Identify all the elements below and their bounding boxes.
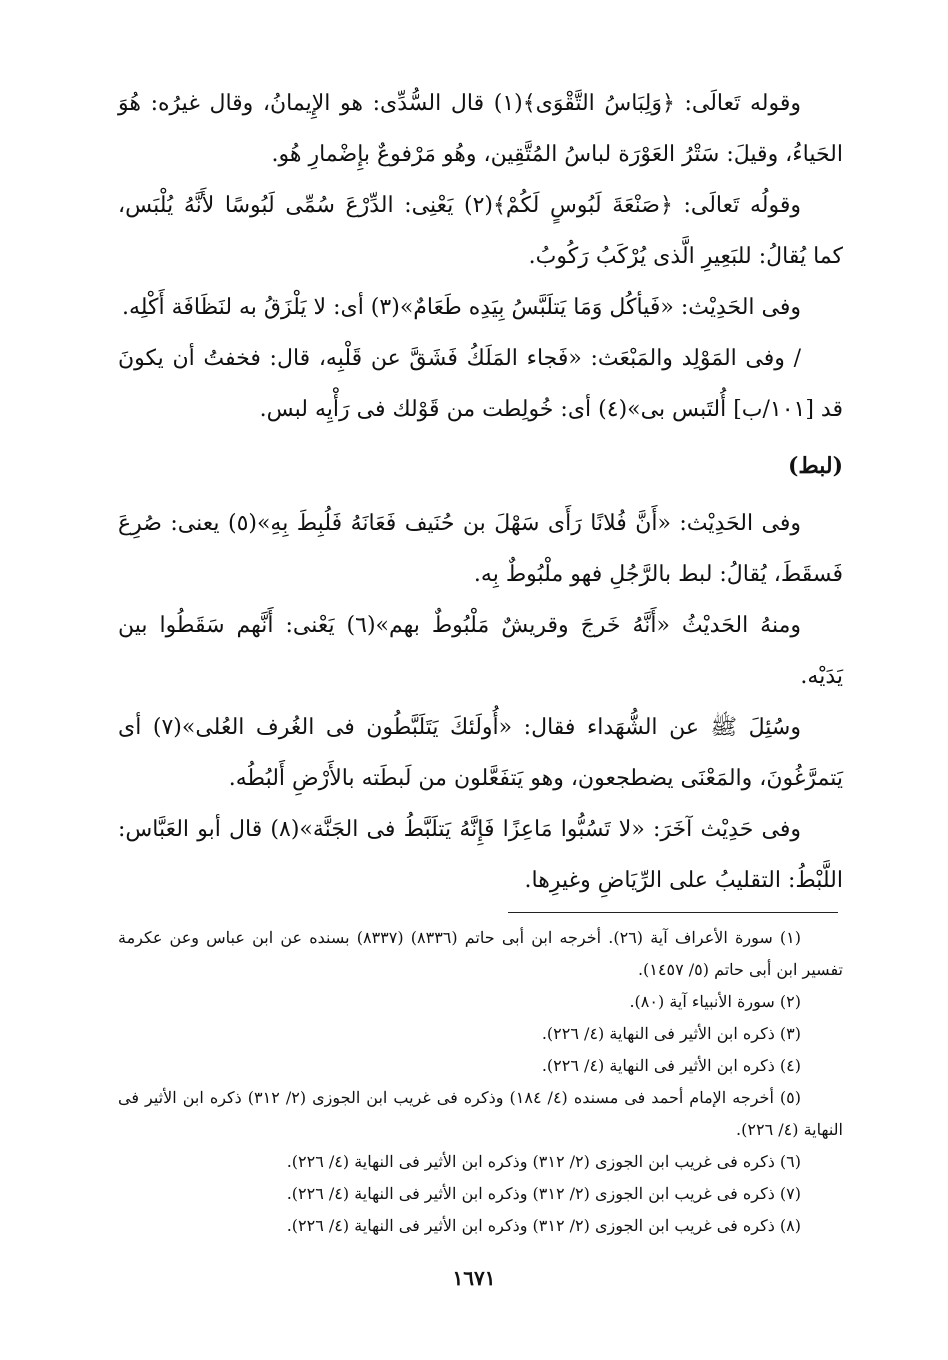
paragraph: وفى الحَدِيْث: «فَيأكُل وَمَا يَتلَبَّسُ بِيَدِه طَعَامٌ»(٣) أى: لا يَلْزَقُ به لنَظَافَة أَكْلِه. [121, 295, 801, 320]
footnote-separator [508, 912, 838, 913]
paragraph: وفى حَدِيْث آخَرَ: «لا تَسُبُّوا مَاعِزًا فَإِنَّهُ يَتلَبَّطُ فى الجَنَّة»(٨) قال أبو العَبَّاس: اللَّبْطُ: التقليبُ على الرِّيَاضِ وغيرِها. [118, 817, 843, 893]
footnote: (١) سورة الأعراف آية (٢٦). أخرجه ابن أبى حاتم (٨٣٣٦) (٨٣٣٧) بسنده عن ابن عباس وعن عكرمة تفسير ابن أبى حاتم (٥/ ١٤٥٧). [118, 928, 843, 979]
section-heading: (لبط) [787, 453, 843, 479]
footnotes [118, 922, 843, 1242]
footnote: (٥) أخرجه الإمام أحمد فى مسنده (٤/ ١٨٤) وذكره فى غريب ابن الجوزى (٢/ ٣١٢) ذكره ابن الأثير فى النهاية (٤/ ٢٢٦). [118, 1088, 843, 1139]
page-number: ١٦٧١ [452, 1266, 496, 1290]
footnote: (٣) ذكره ابن الأثير فى النهاية (٤/ ٢٢٦). [541, 1024, 801, 1043]
paragraph: / وفى المَوْلِد والمَبْعَث: «فَجاء المَلَكُ فَشَقَّ عن قَلْبِه، قال: فخفتُ أن يكونَ قد [١٠١/ب] أُلتَبس بى»(٤) أى: خُولِطت من قَوْلك فى رَأْيِه لبس. [118, 346, 843, 422]
footnote: (٦) ذكره فى غريب ابن الجوزى (٢/ ٣١٢) وذكره ابن الأثير فى النهاية (٤/ ٢٢٦). [286, 1152, 801, 1171]
main-text [118, 78, 843, 906]
paragraph: وقولُه تَعالَى: ﴿صَنْعَةَ لَبُوسٍ لَكُمْ﴾(٢) يَعْنِى: الدِّرْعَ سُمِّى لَبُوسًا لأَنَّهُ يُلْبَس، كما يُقالُ: للبَعِيرِ الَّذى يُرْكَبُ رَكُوبُ. [118, 193, 843, 269]
paragraph: وفى الحَدِيْث: «أَنَّ فُلانًا رَأَى سَهْلَ بن حُنَيف فَعَانَهُ فَلُبِطَ بِهِ»(٥) يعنى: صُرِعَ فَسقَطَ، يُقالُ: لبط بالرَّجُلِ فهو ملْبُوطٌ بِه. [118, 511, 843, 587]
paragraph: ومنهُ الحَديْثُ «أَنَّهُ خَرجَ وقريشٌ مَلْبُوطٌ بهم»(٦) يَعْنى: أَنَّهم سَقَطُوا بين يَدَيْه. [118, 613, 843, 689]
footnote: (٤) ذكره ابن الأثير فى النهاية (٤/ ٢٢٦). [541, 1056, 801, 1075]
footnote: (٧) ذكره فى غريب ابن الجوزى (٢/ ٣١٢) وذكره ابن الأثير فى النهاية (٤/ ٢٢٦). [286, 1184, 801, 1203]
footnote: (٢) سورة الأنبياء آية (٨٠). [629, 992, 801, 1011]
paragraph: وقوله تَعالَى: ﴿وَلِبَاسُ التَّقْوَى﴾(١) قال السُّدِّى: هو الإِيمانُ، وقال غيرُه: هُوَ الحَياءُ، وقيلَ: سَتْرُ العَوْرَة لباسُ المُتَّقِين، وهُو مَرْفوعٌ بإِضْمارِ هُو. [118, 91, 843, 167]
footnote: (٨) ذكره فى غريب ابن الجوزى (٢/ ٣١٢) وذكره ابن الأثير فى النهاية (٤/ ٢٢٦). [286, 1216, 801, 1235]
paragraph: وسُئِلَ ﷺ عن الشُّهَداء فقال: «أُولَئكَ يَتَلَبَّطُون فى الغُرف العُلى»(٧) أى يَتمرَّغُونَ، والمَعْنَى يضطجعون، وهو يَتفَعَّلون من لَبطَته بالأَرْضِ أَلبُطُه. [118, 715, 843, 791]
